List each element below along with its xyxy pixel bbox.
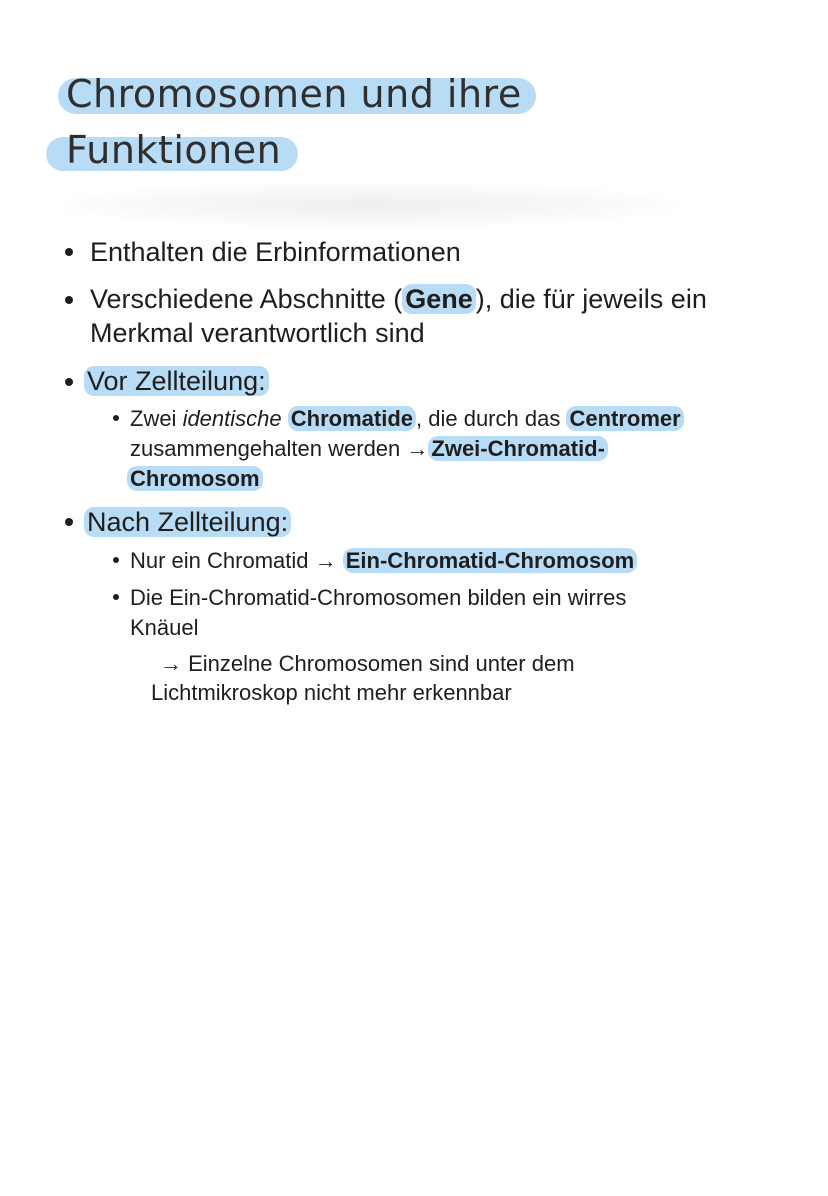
page-title-line-2: Funktionen	[66, 128, 282, 172]
heading-nach-zellteilung-label: Nach Zellteilung:	[84, 507, 291, 537]
page-title-line-1: Chromosomen und ihre	[66, 72, 522, 116]
heading-nach-zellteilung	[84, 505, 291, 539]
sub-text-wirres-knaeuel-line2: Knäuel	[130, 615, 199, 640]
faded-smudge	[60, 182, 680, 228]
sub-bullet-dot	[113, 557, 119, 563]
term-chromatide: Chromatide	[288, 406, 416, 431]
sub-bullet-dot	[113, 415, 119, 421]
sub-text-zusammengehalten	[130, 434, 608, 464]
note-text-line1: → Einzelne Chromosomen sind unter dem	[160, 651, 575, 676]
text-segment: ), die für jeweils ein	[475, 284, 707, 314]
heading-vor-zellteilung-label: Vor Zellteilung:	[84, 366, 269, 396]
bullet-dot	[65, 296, 73, 304]
term-gene: Gene	[402, 284, 476, 314]
term-identische: identische	[182, 406, 282, 431]
bullet-text-merkmal: Merkmal verantwortlich sind	[90, 318, 425, 348]
sub-text-wirres-knaeuel-line1: Die Ein-Chromatid-Chromosomen bilden ein wirres	[130, 585, 627, 610]
text-segment	[282, 406, 288, 431]
sub-text-chromosom	[127, 464, 263, 494]
bullet-text-erbinformationen: Enthalten die Erbinformationen	[90, 237, 461, 267]
bullet-dot	[65, 518, 73, 526]
text-segment: zusammengehalten werden →	[130, 436, 429, 461]
sub-text-nur-ein-chromatid	[130, 546, 637, 576]
term-centromer: Centromer	[566, 406, 683, 431]
term-ein-chromatid-chromosom: Ein-Chromatid-Chromosom	[343, 548, 637, 573]
text-segment: Nur ein Chromatid →	[130, 548, 343, 573]
heading-vor-zellteilung	[84, 364, 269, 398]
sub-text-chromatide	[130, 404, 684, 434]
bullet-dot	[65, 248, 73, 256]
sub-bullet-dot	[113, 594, 119, 600]
note-text-line2: Lichtmikroskop nicht mehr erkennbar	[151, 680, 512, 705]
text-segment: Zwei	[130, 406, 183, 431]
text-segment: Verschiedene Abschnitte (	[90, 284, 403, 314]
term-chromosom: Chromosom	[127, 466, 263, 491]
bullet-text-abschnitte	[90, 282, 707, 316]
term-zwei-chromatid: Zwei-Chromatid-	[428, 436, 608, 461]
bullet-dot	[65, 378, 73, 386]
text-segment: , die durch das	[416, 406, 567, 431]
